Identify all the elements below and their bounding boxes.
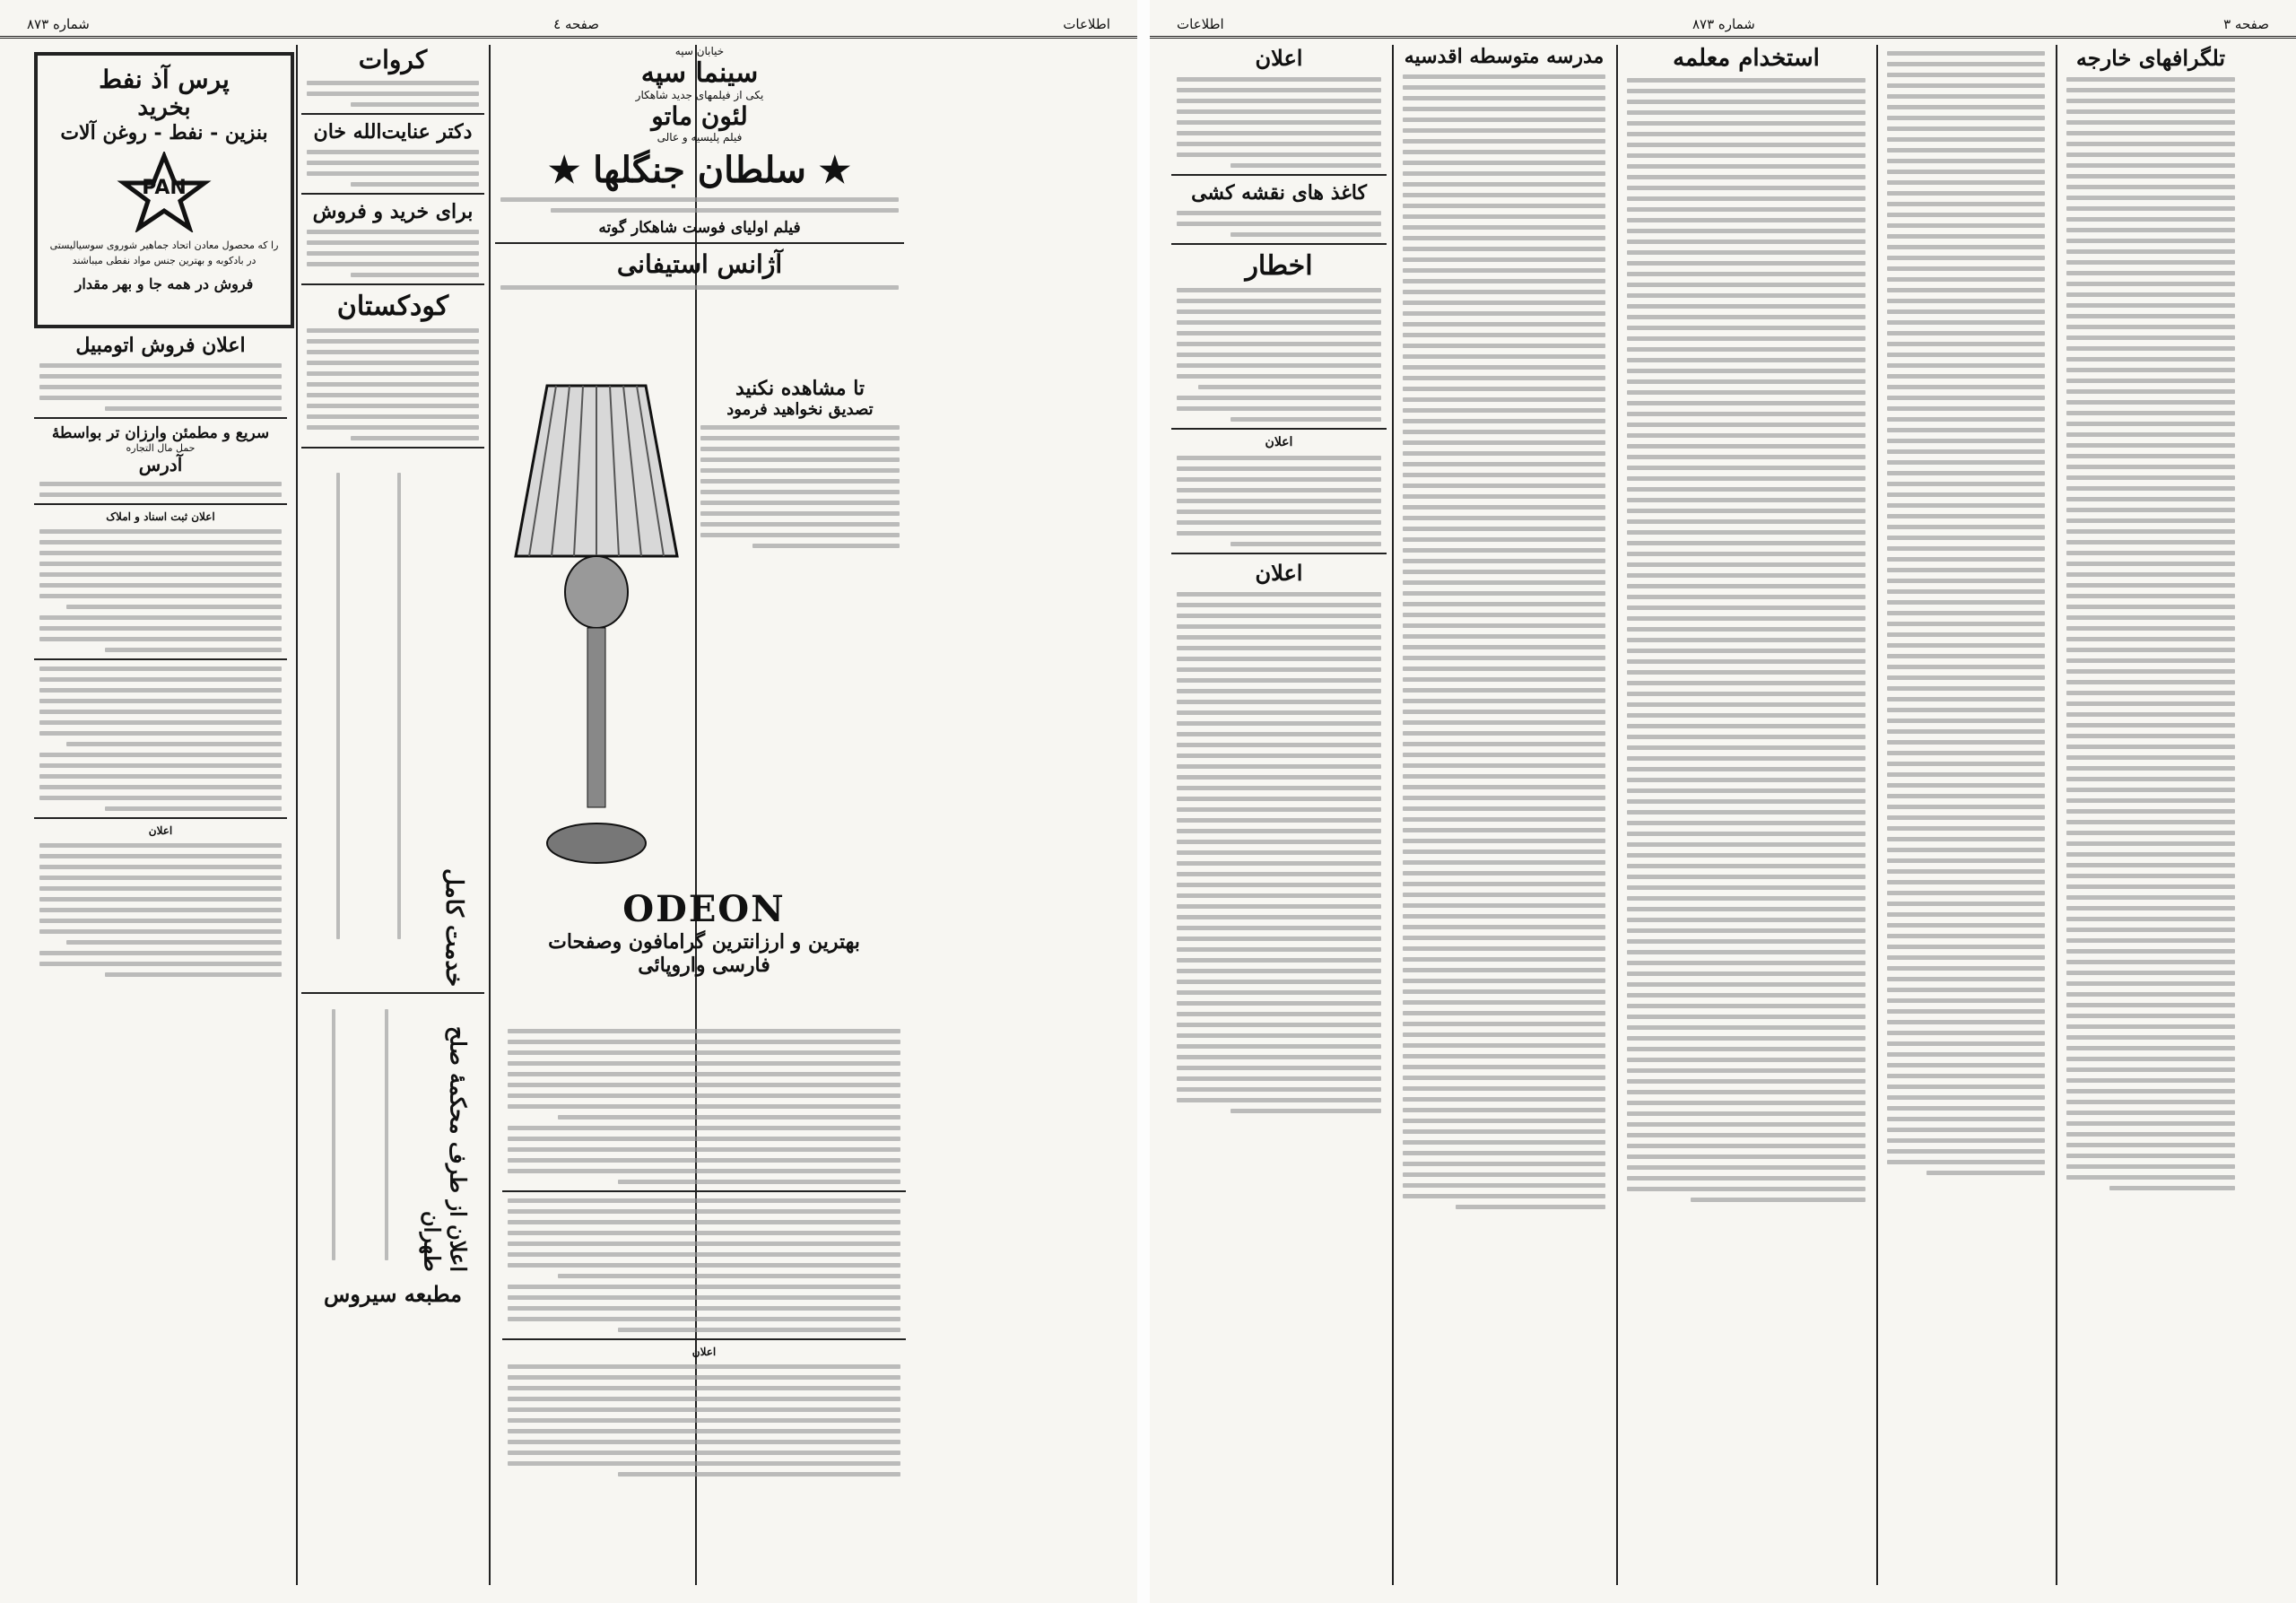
odeon-brand: ODEON	[622, 888, 786, 930]
transport-ad-addr: آدرس	[138, 454, 183, 475]
right-page	[1150, 0, 2296, 1603]
lamp-ad-title: تا مشاهده نکنید	[735, 377, 865, 400]
left-col-3-body	[502, 1023, 906, 1585]
cinema-line2: فیلم پلیسیه و عالی	[657, 131, 743, 144]
cinema-line3: فیلم اولیای فوست شاهکار گوته	[598, 219, 801, 237]
paper-name: اطلاعات	[1177, 16, 1224, 32]
telegraph-title: تلگرافهای خارجه	[2075, 45, 2226, 71]
page-number: صفحه ٤	[553, 16, 600, 32]
vertical-ad-2: اعلان از طرف محکمهٔ صلح طهران	[419, 1026, 472, 1272]
car-ad-title: اعلان فروش اتومبیل	[75, 334, 246, 357]
oil-ad-line2: بخرید	[137, 94, 191, 121]
printer-name: مطبعه سیروس	[323, 1281, 463, 1307]
studio-title: آژانس استیفانی	[616, 249, 783, 279]
page-gutter	[1137, 0, 1150, 1603]
left-col-2	[301, 45, 484, 1585]
odeon-line2: فارسی واروپائی	[638, 954, 770, 977]
warning-title: اخطار	[1245, 250, 1313, 282]
cinema-line1: یکی از فیلمهای جدید شاهکار	[635, 89, 764, 101]
buy-sell-title: برای خرید و فروش	[312, 200, 474, 223]
odeon-line1: بهترین و ارزانترین گرامافون وصفحات	[548, 930, 860, 954]
issue-number: شماره ۸۷۳	[1692, 16, 1755, 32]
cinema-street: خیابان سپه	[674, 45, 725, 57]
right-col-c	[1622, 45, 1871, 1585]
notice-col-title: اعلان	[1255, 45, 1303, 71]
cinema-film-title: سلطان جنگلها	[593, 149, 806, 191]
pan-logo-icon	[110, 152, 218, 232]
notice2-title: اعلان	[1265, 435, 1293, 449]
lamp-ad-sub: تصدیق نخواهید فرمود	[726, 400, 874, 419]
vertical-ad-1: خدمت کامل	[440, 867, 467, 987]
notice3-title: اعلان	[1255, 560, 1303, 586]
transport-ad-sub: حمل مال التجاره	[126, 442, 196, 454]
kravat-title: کروات	[358, 45, 428, 74]
notice-title-b: اعلان	[691, 1346, 717, 1358]
right-col-e	[2061, 45, 2240, 1585]
kindergarten-title: کودکستان	[336, 291, 449, 322]
registry-notice-title: اعلان ثبت اسناد و املاک	[106, 510, 215, 523]
left-page-header	[0, 13, 1137, 39]
oil-ad-desc3: فروش در همه جا و بهر مقدار	[74, 275, 254, 292]
odeon-banner	[502, 888, 906, 1009]
cinema-actor: لئون ماتو	[651, 101, 748, 131]
map-paper-title: کاغذ های نقشه کشی	[1191, 181, 1367, 205]
page-number: صفحه ۳	[2223, 16, 2269, 32]
teachers-title: استخدام معلمه	[1673, 45, 1820, 72]
right-col-a	[1171, 45, 1387, 1585]
left-col-1	[34, 334, 287, 1585]
oil-ad-line3: بنزین - نفط - روغن آلات	[60, 121, 268, 144]
pan-logo-text: PAN	[142, 177, 187, 199]
lamp-illustration-icon	[502, 377, 691, 879]
lamp-advertisement	[695, 377, 905, 879]
oil-ad-desc2: در بادکوبه و بهترین جنس مواد نفطی میباشند	[72, 255, 257, 266]
left-page	[0, 0, 1137, 1603]
oil-ad-desc1: را که محصول معادن اتحاد جماهیر شوروی سوسیالیستی	[49, 240, 279, 251]
star-icon: ★	[548, 149, 581, 191]
right-page-header	[1150, 13, 2296, 39]
paper-name: اطلاعات	[1063, 16, 1110, 32]
right-col-b	[1397, 45, 1611, 1585]
cinema-advertisement	[495, 45, 904, 341]
notice-title-a: اعلان	[148, 824, 173, 837]
cinema-film	[495, 149, 904, 191]
school-title: مدرسه متوسطه اقدسیه	[1404, 45, 1605, 68]
doctor-title: دکتر عنایت‌الله خان	[313, 120, 473, 144]
cinema-name: سینما سپه	[640, 57, 759, 89]
oil-advertisement	[34, 52, 294, 328]
right-col-d	[1882, 45, 2050, 1585]
transport-ad-title: سریع و مطمئن وارزان تر بواسطهٔ	[51, 424, 270, 442]
issue-number: شماره ۸۷۳	[27, 16, 90, 32]
oil-ad-line1: پرس آذ نفط	[99, 65, 230, 94]
star-icon: ★	[818, 149, 851, 191]
